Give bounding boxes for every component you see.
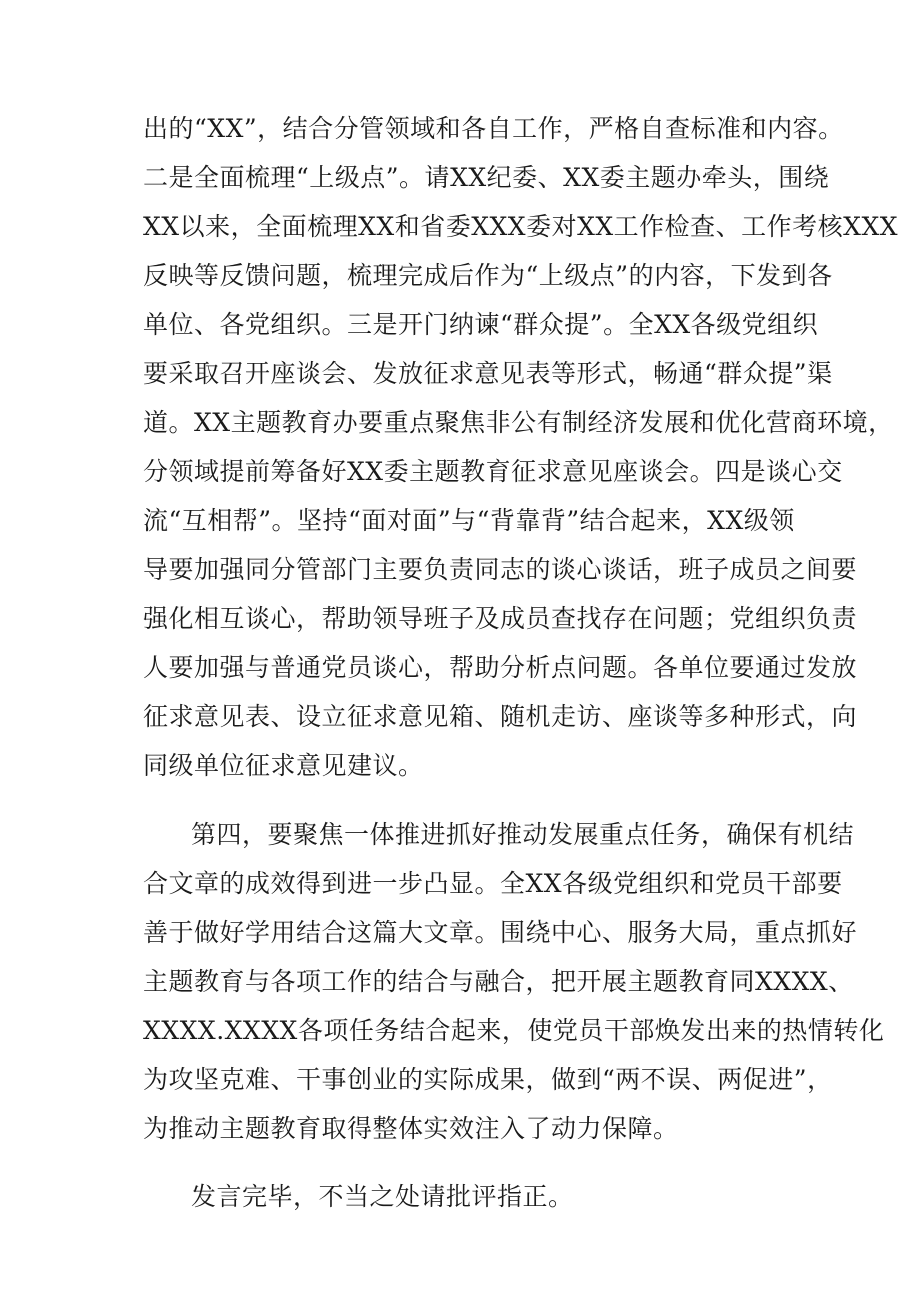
text-line: 征求意见表、设立征求意见箱、随机走访、座谈等多种形式，向 bbox=[143, 702, 858, 731]
text-line: 同级单位征求意见建议。 bbox=[143, 751, 424, 780]
text-line: 二是全面梳理“上级点”。请XX纪委、XX委主题办牵头，围绕 bbox=[143, 163, 830, 192]
text-line: 要采取召开座谈会、发放征求意见表等形式，畅通“群众提”渠 bbox=[143, 359, 833, 388]
text-line: 善于做好学用结合这篇大文章。围绕中心、服务大局，重点抓好 bbox=[143, 918, 858, 947]
text-line: 反映等反馈问题，梳理完成后作为“上级点”的内容，下发到各 bbox=[143, 261, 833, 290]
text-line: 为攻坚克难、干事创业的实际成果，做到“两不误、两促进”， bbox=[143, 1065, 833, 1094]
paragraph-start-line: 第四，要聚焦一体推进抓好推动发展重点任务，确保有机结 bbox=[191, 820, 855, 849]
text-line: 合文章的成效得到进一步凸显。全XX各级党组织和党员干部要 bbox=[143, 869, 843, 898]
text-line: 分领域提前筹备好XX委主题教育征求意见座谈会。四是谈心交 bbox=[143, 457, 843, 486]
text-line: 导要加强同分管部门主要负责同志的谈心谈话，班子成员之间要 bbox=[143, 555, 858, 584]
text-line: XX以来，全面梳理XX和省委XXX委对XX工作检查、工作考核XXX bbox=[143, 212, 899, 241]
text-line: 主题教育与各项工作的结合与融合，把开展主题教育同XXXX、 bbox=[143, 967, 854, 996]
text-line: 单位、各党组织。三是开门纳谏“群众提”。全XX各级党组织 bbox=[143, 310, 819, 339]
text-line: 流“互相帮”。坚持“面对面”与“背靠背”结合起来，XX级领 bbox=[143, 506, 795, 535]
text-line: 人要加强与普通党员谈心，帮助分析点问题。各单位要通过发放 bbox=[143, 653, 858, 682]
text-line: 道。XX主题教育办要重点聚焦非公有制经济发展和优化营商环境， bbox=[143, 408, 894, 437]
text-line: XXXX.XXXX各项任务结合起来，使党员干部焕发出来的热情转化 bbox=[143, 1016, 885, 1045]
text-line: 出的“XX”，结合分管领域和各自工作，严格自查标准和内容。 bbox=[143, 114, 844, 143]
closing-line: 发言完毕，不当之处请批评指正。 bbox=[191, 1182, 574, 1211]
text-line: 强化相互谈心，帮助领导班子及成员查找存在问题；党组织负责 bbox=[143, 604, 858, 633]
text-line: 为推动主题教育取得整体实效注入了动力保障。 bbox=[143, 1114, 679, 1143]
